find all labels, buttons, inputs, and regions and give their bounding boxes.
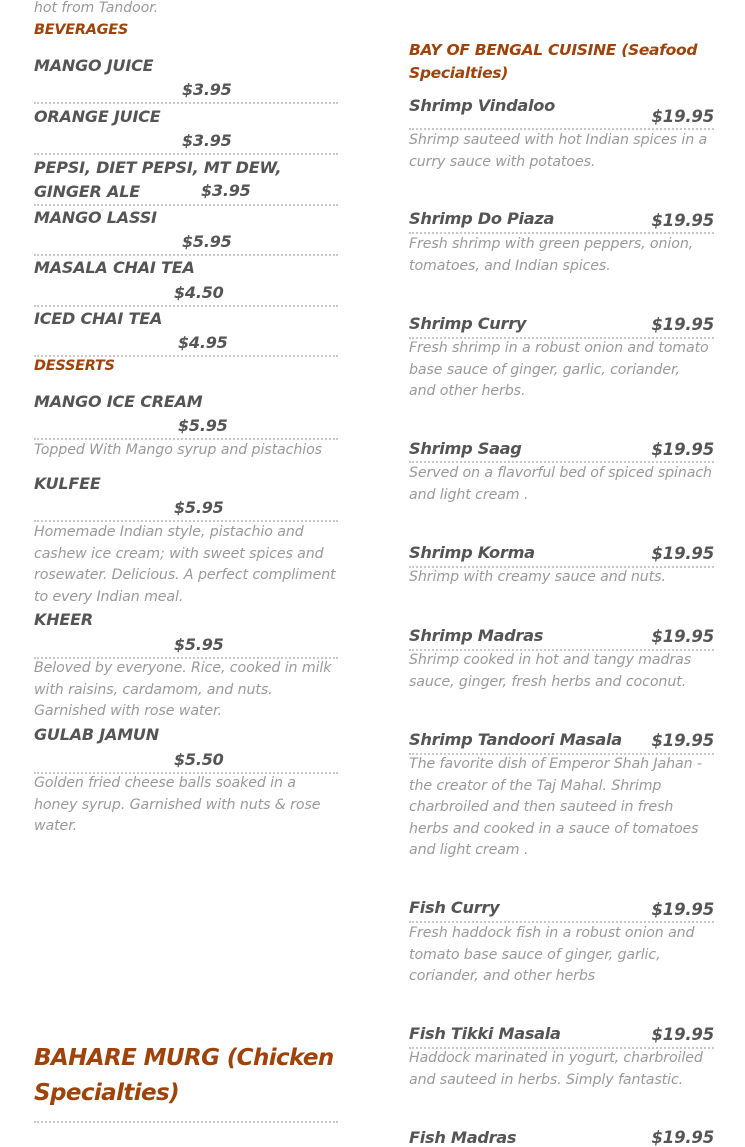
menu-item-name: Shrimp Tandoori Masala <box>409 730 622 749</box>
menu-item-description: Golden fried cheese balls soaked in a honey syrup. Garnished with nuts & rose water. <box>34 775 321 834</box>
menu-item-price: $19.95 <box>651 900 714 919</box>
menu-item-name: ICED CHAI TEA <box>34 309 163 328</box>
section-title-beverages: BEVERAGES <box>34 22 129 38</box>
menu-item-price: $19.95 <box>651 1128 714 1147</box>
menu-item-price: $19.95 <box>651 544 714 563</box>
menu-item-name: MANGO JUICE <box>34 56 154 75</box>
menu-item-description: Topped With Mango syrup and pistachios <box>34 442 322 458</box>
section-title-desserts: DESSERTS <box>34 358 115 374</box>
menu-item-price: $19.95 <box>651 1025 714 1044</box>
menu-item-price: $19.95 <box>651 731 714 750</box>
menu-item-name: Shrimp Curry <box>409 314 527 333</box>
menu-item-name: Fish Curry <box>409 898 500 917</box>
menu-item-name: GULAB JAMUN <box>34 725 159 744</box>
menu-item-name: MANGO ICE CREAM <box>34 392 203 411</box>
menu-item-price: $5.50 <box>174 750 224 769</box>
menu-item-name: Fish Tikki Masala <box>409 1024 561 1043</box>
top-note: hot from Tandoor. <box>34 0 159 16</box>
menu-item-name: Shrimp Do Piaza <box>409 209 555 228</box>
menu-item-price: $5.95 <box>182 232 232 251</box>
menu-item-description: Fresh shrimp with green peppers, onion, tomatoes, and Indian spices. <box>409 236 694 274</box>
menu-item-price: $4.95 <box>178 333 228 352</box>
menu-item-price: $19.95 <box>651 211 714 230</box>
menu-item-description: Shrimp with creamy sauce and nuts. <box>409 569 666 585</box>
menu-item-description: Fresh shrimp in a robust onion and tomato base sauce of ginger, garlic, coriander, and other herbs. <box>409 340 709 399</box>
menu-item-price: $4.50 <box>174 283 224 302</box>
menu-item-name: KULFEE <box>34 474 101 493</box>
menu-item-name: Shrimp Korma <box>409 543 535 562</box>
menu-item-description: Fresh haddock fish in a robust onion and tomato base sauce of ginger, garlic, coriander, and other herbs <box>409 925 695 984</box>
menu-item-price: $3.95 <box>182 131 232 150</box>
menu-item-description: Shrimp cooked in hot and tangy madras sauce, ginger, fresh herbs and coconut. <box>409 652 692 690</box>
menu-item-description: Served on a flavorful bed of spiced spinach and light cream . <box>409 465 712 503</box>
menu-item-price: $5.95 <box>178 416 228 435</box>
menu-item-description: Beloved by everyone. Rice, cooked in milk with raisins, cardamom, and nuts. Garnished with rose water. <box>34 660 332 719</box>
menu-item-price: $3.95 <box>201 181 251 200</box>
divider <box>34 1121 338 1123</box>
section-title-chicken: BAHARE MURG (Chicken Specialties) <box>34 1045 334 1106</box>
menu-item-price: $5.95 <box>174 498 224 517</box>
menu-item-description: The favorite dish of Emperor Shah Jahan - the creator of the Taj Mahal. Shrimp charbroiled and then sauteed in fresh herbs and cooked in a sauce of tomatoes and light cream . <box>409 756 702 858</box>
menu-item-name: MASALA CHAI TEA <box>34 258 195 277</box>
menu-item-name: MANGO LASSI <box>34 208 157 227</box>
divider <box>34 102 338 104</box>
menu-item-name: Fish Madras <box>409 1128 517 1147</box>
menu-item-price: $3.95 <box>182 80 232 99</box>
menu-item-name: KHEER <box>34 610 93 629</box>
menu-item-description: Haddock marinated in yogurt, charbroiled and sauteed in herbs. Simply fantastic. <box>409 1050 703 1088</box>
menu-item-name: Shrimp Madras <box>409 626 544 645</box>
menu-item-price: $19.95 <box>651 107 714 126</box>
menu-item-price: $5.95 <box>174 635 224 654</box>
menu-item-price: $19.95 <box>651 315 714 334</box>
divider <box>34 153 338 155</box>
menu-item-name: Shrimp Vindaloo <box>409 96 555 115</box>
menu-item-description: Shrimp sauteed with hot Indian spices in a curry sauce with potatoes. <box>409 132 708 170</box>
menu-item-price: $19.95 <box>651 440 714 459</box>
menu-item-price: $19.95 <box>651 627 714 646</box>
section-title-seafood: BAY OF BENGAL CUISINE (Seafood Specialties) <box>409 41 698 82</box>
menu-item-name: PEPSI, DIET PEPSI, MT DEW, GINGER ALE <box>34 158 282 201</box>
menu-item-name: ORANGE JUICE <box>34 107 161 126</box>
menu-item-description: Homemade Indian style, pistachio and cashew ice cream; with sweet spices and rosewater. Delicious. A perfect compliment to every Indian meal. <box>34 524 336 605</box>
menu-item-name: Shrimp Saag <box>409 439 522 458</box>
divider <box>34 355 338 357</box>
